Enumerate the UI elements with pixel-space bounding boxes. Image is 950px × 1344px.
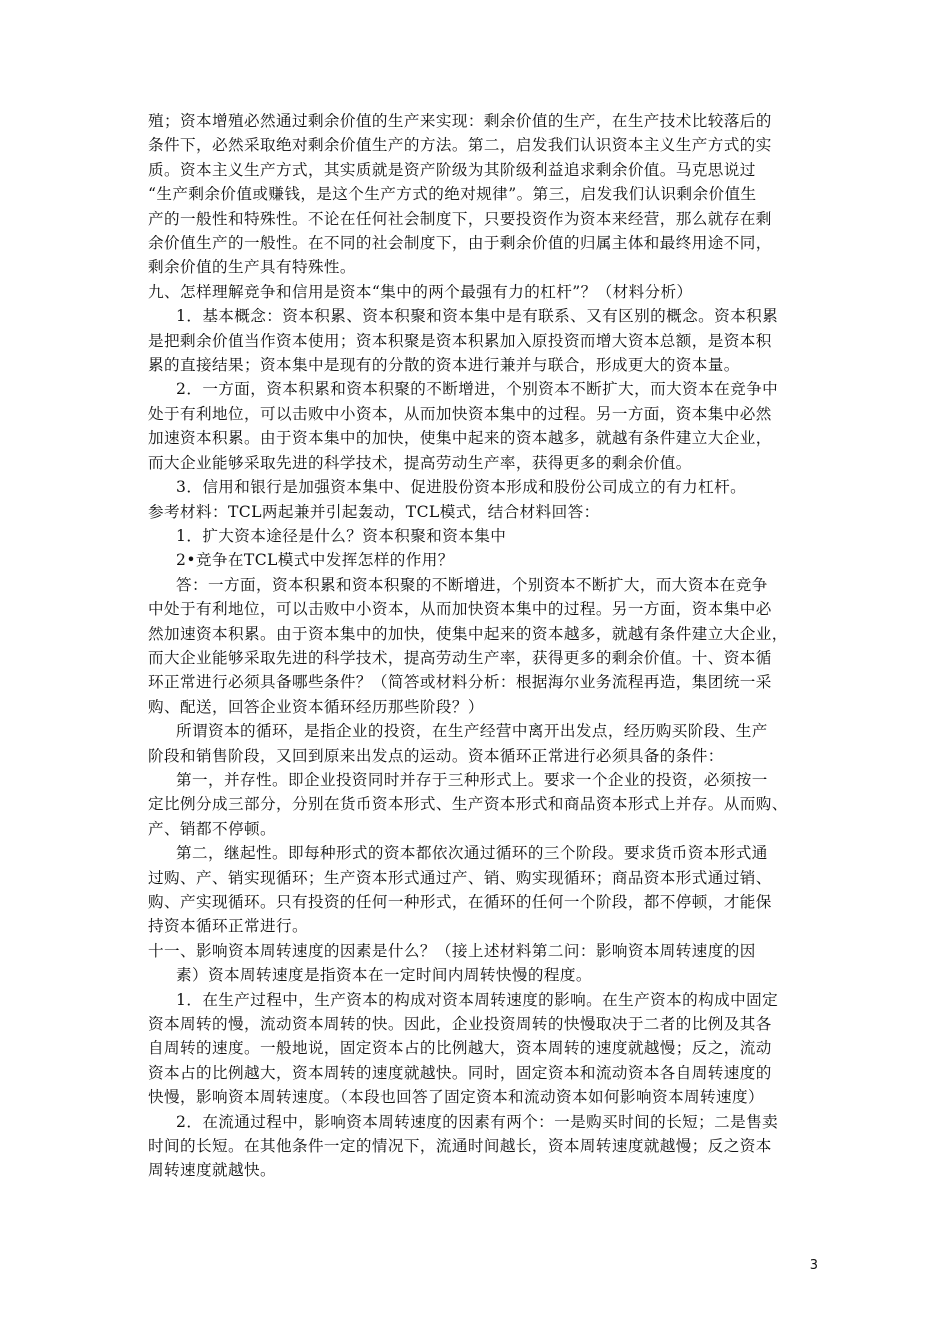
text-line: 1．扩大资本途径是什么？资本积聚和资本集中: [176, 526, 507, 545]
text-line: 持资本循环正常进行。: [148, 917, 308, 936]
text-line: 产的一般性和特殊性。不论在任何社会制度下，只要投资作为资本来经营，那么就存在剩: [148, 209, 772, 228]
text-line: 过购、产、销实现循环；生产资本形式通过产、销、购实现循环；商品资本形式通过销、: [148, 868, 772, 887]
text-line: 剩余价值的生产具有特殊性。: [148, 258, 356, 277]
text-line: 中处于有利地位，可以击败中小资本，从而加快资本集中的过程。另一方面，资本集中必: [148, 600, 772, 619]
page-number: 3: [809, 1258, 818, 1273]
document-body: [148, 109, 808, 1183]
text-line: 十一、影响资本周转速度的因素是什么？（接上述材料第二问：影响资本周转速度的因: [148, 941, 756, 960]
text-line: 3．信用和银行是加强资本集中、促进股份资本形成和股份公司成立的有力杠杆。: [176, 478, 747, 497]
text-line: 第二，继起性。即每种形式的资本都依次通过循环的三个阶段。要求货币资本形式通: [176, 844, 768, 863]
text-line: 定比例分成三部分，分别在货币资本形式、生产资本形式和商品资本形式上并存。从而购、: [148, 795, 788, 814]
text-line: 快慢，影响资本周转速度。（本段也回答了固定资本和流动资本如何影响资本周转速度）: [148, 1088, 764, 1107]
text-line: 答：一方面，资本积累和资本积聚的不断增进，个别资本不断扩大，而大资本在竞争: [176, 575, 768, 594]
text-line: 参考材料：TCL两起兼并引起轰动，TCL模式，结合材料回答：: [148, 502, 600, 521]
text-line: 1．基本概念：资本积累、资本积聚和资本集中是有联系、又有区别的概念。资本积累: [176, 307, 779, 326]
text-line: 第一，并存性。即企业投资同时并存于三种形式上。要求一个企业的投资，必须按一: [176, 770, 768, 789]
text-line: 九、怎样理解竞争和信用是资本“集中的两个最强有力的杠杆”？（材料分析）: [148, 282, 693, 301]
text-line: 时间的长短。在其他条件一定的情况下，流通时间越长，资本周转速度就越慢；反之资本: [148, 1137, 772, 1156]
text-line: 然加速资本积累。由于资本集中的加快，使集中起来的资本越多，就越有条件建立大企业，: [148, 624, 788, 643]
text-line: 资本周转的慢，流动资本周转的快。因此，企业投资周转的快慢取决于二者的比例及其各: [148, 1015, 772, 1034]
text-line: 殖；资本增殖必然通过剩余价值的生产来实现：剩余价值的生产，在生产技术比较落后的: [148, 112, 772, 130]
text-line: 购、产实现循环。只有投资的任何一种形式，在循环的任何一个阶段，都不停顿，才能保: [148, 893, 772, 911]
text-line: 1．在生产过程中，生产资本的构成对资本周转速度的影响。在生产资本的构成中固定: [176, 990, 779, 1009]
text-line: 2•竞争在TCL模式中发挥怎样的作用？: [176, 551, 454, 570]
text-line: 加速资本积累。由于资本集中的加快，使集中起来的资本越多，就越有条件建立大企业，: [148, 429, 772, 448]
text-line: 2．一方面，资本积累和资本积聚的不断增进，个别资本不断扩大，而大资本在竞争中: [176, 380, 779, 399]
text-line: “生产剩余价值或赚钱，是这个生产方式的绝对规律”。第三，启发我们认识剩余价值生: [148, 185, 757, 204]
text-line: 而大企业能够采取先进的科学技术，提高劳动生产率，获得更多的剩余价值。十、资本循: [148, 648, 772, 667]
text-line: 2．在流通过程中，影响资本周转速度的因素有两个：一是购买时间的长短；二是售卖: [176, 1112, 779, 1131]
text-line: 所谓资本的循环，是指企业的投资，在生产经营中离开出发点，经历购买阶段、生产: [176, 722, 768, 741]
text-line: 素）资本周转速度是指资本在一定时间内周转快慢的程度。: [176, 966, 592, 985]
text-line: 资本占的比例越大，资本周转的速度就越快。同时，固定资本和流动资本各自周转速度的: [148, 1063, 772, 1082]
text-line: 是把剩余价值当作资本使用；资本积聚是资本积累加入原投资而增大资本总额，是资本积: [148, 331, 772, 350]
text-line: 累的直接结果；资本集中是现有的分散的资本进行兼并与联合，形成更大的资本量。: [148, 356, 740, 375]
text-line: 处于有利地位，可以击败中小资本，从而加快资本集中的过程。另一方面，资本集中必然: [148, 404, 772, 423]
text-line: 自周转的速度。一般地说，固定资本占的比例越大，资本周转的速度就越慢；反之，流动: [148, 1039, 772, 1058]
text-line: 而大企业能够采取先进的科学技术，提高劳动生产率，获得更多的剩余价值。: [148, 453, 692, 472]
text-line: 条件下，必然采取绝对剩余价值生产的方法。第二，启发我们认识资本主义生产方式的实: [148, 136, 772, 155]
text-line: 阶段和销售阶段，又回到原来出发点的运动。资本循环正常进行必须具备的条件：: [148, 746, 724, 765]
text-line: 周转速度就越快。: [148, 1161, 276, 1180]
text-line: 购、配送，回答企业资本循环经历那些阶段？）: [148, 697, 484, 716]
text-line: 余价值生产的一般性。在不同的社会制度下，由于剩余价值的归属主体和最终用途不同，: [148, 234, 772, 253]
text-line: 质。资本主义生产方式，其实质就是资产阶级为其阶级利益追求剩余价值。马克思说过: [148, 160, 756, 179]
text-line: 产、销都不停顿。: [148, 819, 276, 838]
text-line: 环正常进行必须具备哪些条件？（简答或材料分析：根据海尔业务流程再造，集团统一采: [148, 673, 772, 692]
